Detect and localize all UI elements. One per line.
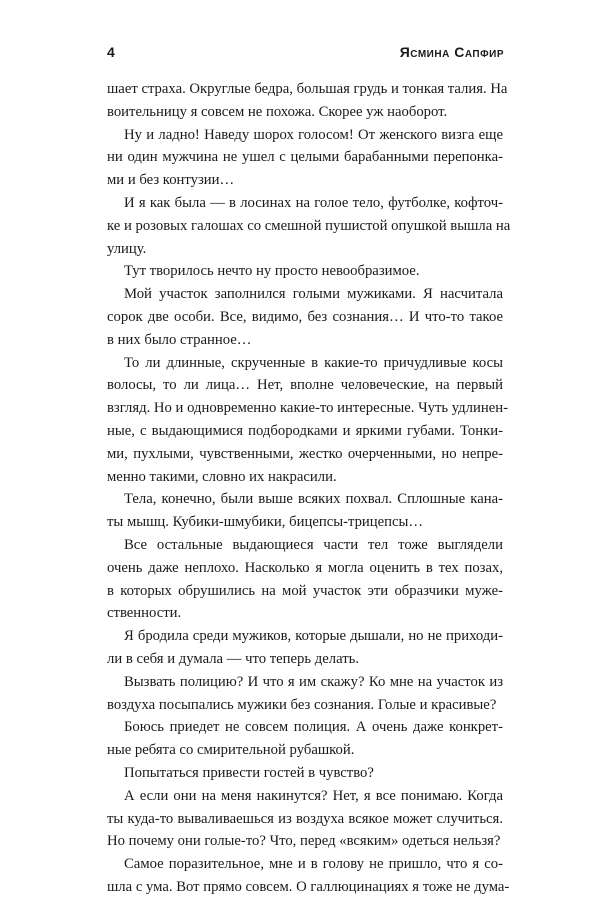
text-line: улицу.: [107, 240, 147, 257]
paragraph: [107, 785, 503, 853]
text-line: Тела, конечно, были выше всяких похвал. Сплошные кана-: [124, 491, 503, 508]
text-line: очень даже неплохо. Насколько я могла оценить в тех позах,: [107, 559, 503, 576]
text-line: Мой участок заполнился голыми мужиками. Я насчитала: [124, 286, 503, 303]
text-line: То ли длинные, скрученные в какие-то причудливые косы: [124, 354, 503, 371]
paragraph: [107, 625, 503, 671]
text-line: ли в себя и думала — что теперь делать.: [107, 650, 360, 667]
text-line: взгляд. Но и одновременно какие-то интересные. Чуть удлинен-: [107, 400, 508, 417]
text-line: Ну и ладно! Наведу шорох голосом! От женского визга еще: [124, 126, 503, 143]
text-line: ные ребята со смирительной рубашкой.: [107, 742, 355, 759]
text-line: сорок две особи. Все, видимо, без сознания… И что-то такое: [107, 308, 503, 325]
text-line: воительницу я совсем не похожа. Скорее уж наоборот.: [107, 103, 448, 120]
text-line: И я как была — в лосинах на голое тело, футболке, кофточ-: [124, 194, 503, 211]
paragraph: [107, 488, 503, 534]
paragraph: [107, 762, 503, 785]
text-line: А если они на меня накинутся? Нет, я все понимаю. Когда: [124, 787, 503, 804]
text-line: в них было странное…: [107, 331, 252, 348]
text-line: в которых обрушились на мой участок эти образчики муже-: [107, 582, 503, 599]
paragraph: [107, 534, 503, 625]
text-line: ни один мужчина не ушел с целыми барабанными перепонка-: [107, 149, 503, 166]
body-text: [107, 78, 511, 899]
text-line: Попытаться привести гостей в чувство?: [124, 764, 374, 781]
text-line: Боюсь приедет не совсем полиция. А очень даже конкрет-: [124, 719, 503, 736]
text-line: Но почему они голые-то? Что, перед «всяким» одеться нельзя?: [107, 833, 501, 850]
text-line: волосы, то ли лица… Нет, вполне человеческие, на первый: [107, 377, 503, 394]
text-line: воздуха посыпались мужики без сознания. Голые и красивые?: [107, 696, 497, 713]
text-line: ты мышц. Кубики-шмубики, бицепсы-трицепсы…: [107, 514, 424, 531]
text-line: Тут творилось нечто ну просто невообразимое.: [124, 263, 420, 280]
text-line: ты куда-то вываливаешься из воздуха всякое может случиться.: [107, 810, 503, 827]
text-line: Вызвать полицию? И что я им скажу? Ко мне на участок из: [124, 673, 503, 690]
paragraph: [107, 283, 503, 351]
text-line: ми, пухлыми, чувственными, жестко очерченными, но непре-: [107, 445, 503, 462]
paragraph: [107, 124, 503, 192]
paragraph: [107, 853, 510, 899]
paragraph: [107, 78, 508, 124]
text-line: Самое поразительное, мне и в голову не пришло, что я со-: [124, 856, 503, 873]
paragraph: [107, 716, 503, 762]
text-line: шла с ума. Вот прямо совсем. О галлюцинациях я тоже не дума-: [107, 878, 510, 895]
paragraph: [107, 352, 508, 489]
text-line: Я бродила среди мужиков, которые дышали, но не приходи-: [124, 628, 503, 645]
text-line: ственности.: [107, 605, 182, 622]
text-line: Все остальные выдающиеся части тел тоже выглядели: [124, 536, 503, 553]
text-line: менно такими, словно их накрасили.: [107, 468, 337, 485]
page-header: [107, 44, 504, 66]
paragraph: [107, 671, 503, 717]
text-line: ные, с выдающимися подбородками и яркими губами. Тонки-: [107, 422, 503, 439]
paragraph: [107, 260, 503, 283]
text-line: ке и розовых галошах со смешной пушистой опушкой вышла на: [107, 217, 511, 234]
paragraph: [107, 192, 511, 260]
page-number: 4: [107, 44, 115, 60]
text-line: ми и без контузии…: [107, 172, 235, 189]
text-line: шает страха. Округлые бедра, большая грудь и тонкая талия. На: [107, 81, 508, 97]
running-title: Ясмина Сапфир: [399, 44, 504, 60]
